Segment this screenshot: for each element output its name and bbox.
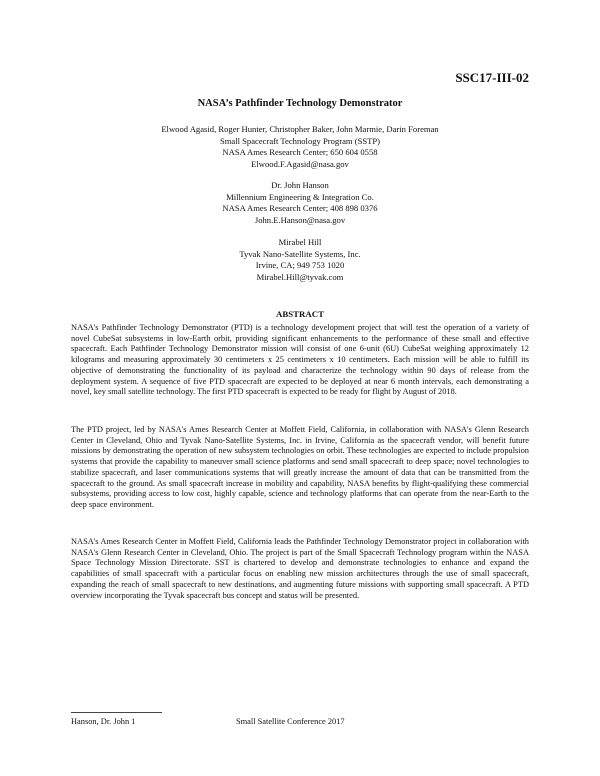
email-line: Elwood.F.Agasid@nasa.gov [251, 158, 349, 169]
author-line: Dr. John Hanson [271, 180, 329, 190]
footer-divider [71, 712, 162, 713]
affiliation-line: Irvine, CA; 949 753 1020 [255, 260, 345, 270]
footer-conference: Small Satellite Conference 2017 [236, 717, 345, 726]
abstract-heading: ABSTRACT [276, 309, 324, 319]
email-line: Mirabel.Hill@tyvak.com [256, 271, 344, 282]
affiliation-line: NASA Ames Research Center; 650 604 0558 [222, 147, 378, 157]
paper-id: SSC17-III-02 [455, 70, 529, 85]
footer-author-page: Hanson, Dr. John 1 [71, 717, 136, 726]
author-block-hanson [0, 180, 600, 226]
abstract-paragraph-2: The PTD project, led by NASA's Ames Research Center at Moffett Field, California, in collaboration with NASA's Glenn Research Center in Cleveland, Ohio and Tyvak Nano-Satellite Systems, Inc. in Irvine, California as the spacecraft vendor, will benefit future missions by demonstrating the operation of new subsystem technologies on orbit. These technologies are expected to include propulsion systems that provide the capability to maneuver small science platforms and send small spacecraft to deep space; novel technologies to stabilize spacecraft, and laser communications systems that will greatly increase the amount of data that can be transmitted from the spacecraft to the ground. As small spacecraft increase in mobility and capability, NASA benefits by flight-qualifying these commercial subsystems, providing access to low cost, highly capable, science and technology platforms that can operate from the near-Earth to the deep space environment. [71, 425, 529, 509]
affiliation-line: Tyvak Nano-Satellite Systems, Inc. [239, 248, 361, 259]
affiliation-line: Millennium Engineering & Integration Co. [226, 191, 374, 202]
affiliation-line: NASA Ames Research Center; 408 898 0376 [222, 203, 378, 213]
author-block-agasid [0, 124, 600, 170]
author-block-hill [0, 237, 600, 283]
paper-title: NASA’s Pathfinder Technology Demonstrator [197, 98, 403, 109]
abstract-paragraph-1: NASA's Pathfinder Technology Demonstrator (PTD) is a technology development project that will test the operation of a variety of novel CubeSat subsystems in low-Earth orbit, providing significant enhancements to the performance of these small and effective spacecraft. Each Pathfinder Technology Demonstrator mission will consist of one 6-unit (6U) CubeSat weighing approximately 12 kilograms and measuring approximately 30 centimeters x 25 centimeters x 10 centimeters. Each mission will be able to fulfill its objective of demonstrating the functionality of its payload and characterize the technology within 90 days of release from the deployment system. A sequence of five PTD spacecraft are expected to be deployed at near 6 month intervals, each demonstrating a novel, key small satellite technology. The first PTD spacecraft is expected to be ready for flight by August of 2018. [71, 323, 529, 397]
email-line: John.E.Hanson@nasa.gov [254, 214, 346, 225]
abstract-paragraph-3: NASA's Ames Research Center in Moffett Field, California leads the Pathfinder Technology Demonstrator project in collaboration with NASA's Glenn Research Center in Cleveland, Ohio. The project is part of the Small Spacecraft Technology program within the NASA Space Technology Mission Directorate. SST is chartered to develop and demonstrate technologies to enhance and expand the capabilities of small spacecraft with a particular focus on enabling new mission architectures through the use of small spacecraft, expanding the reach of small spacecraft to new destinations, and augmenting future missions with supporting small spacecraft. A PTD overview incorporating the Tyvak spacecraft bus concept and status will be presented. [71, 537, 529, 600]
author-line: Elwood Agasid, Roger Hunter, Christopher Baker, John Marmie, Darin Foreman [161, 124, 439, 134]
author-line: Mirabel Hill [278, 237, 322, 247]
affiliation-line: Small Spacecraft Technology Program (SSTP) [219, 135, 381, 146]
